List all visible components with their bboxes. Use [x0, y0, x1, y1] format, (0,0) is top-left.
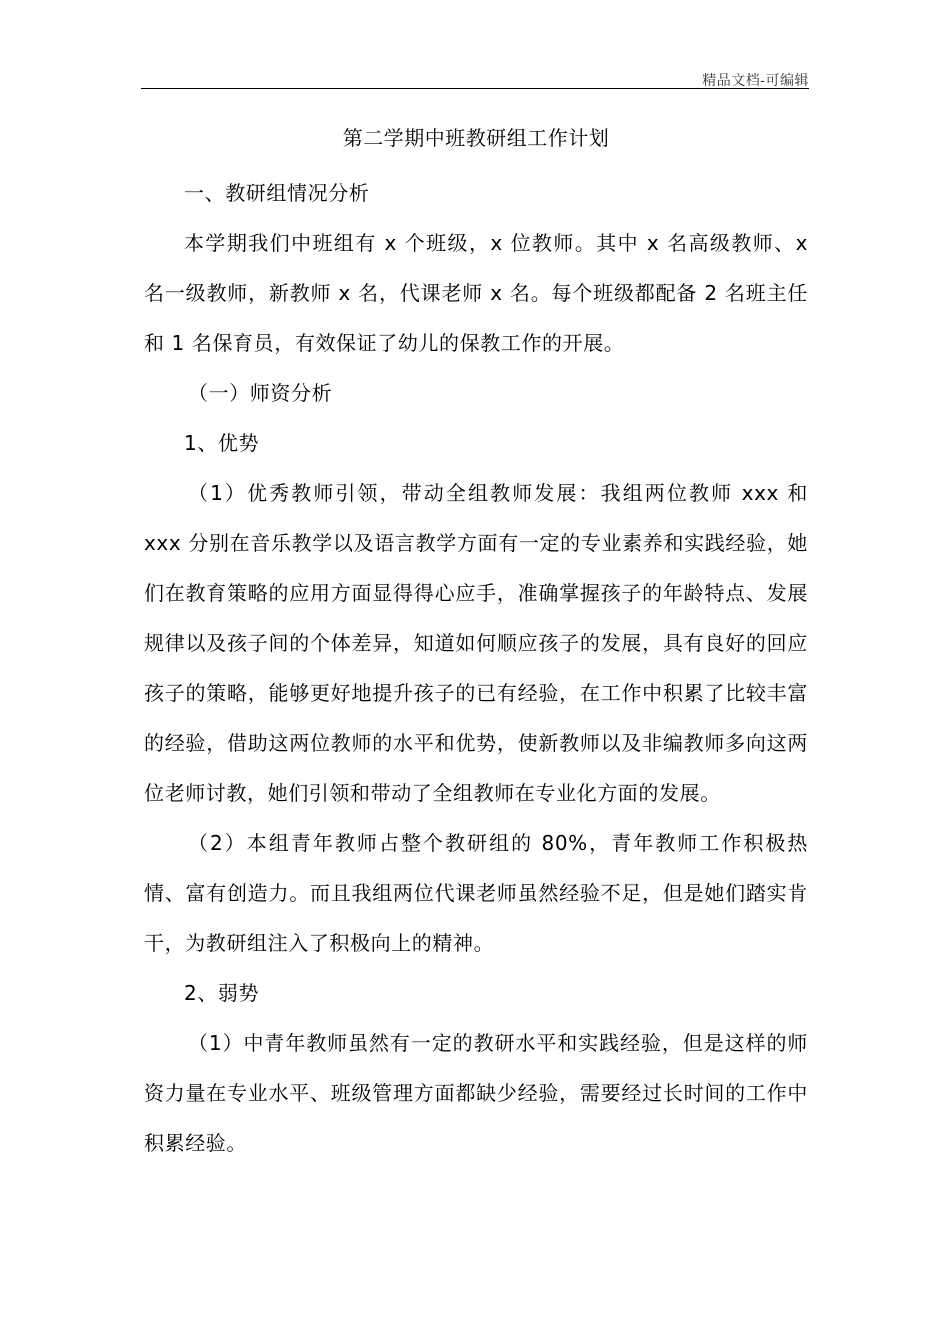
document-body — [144, 118, 808, 1168]
subsection-heading-teachers: （一）师资分析 — [188, 381, 333, 405]
paragraph-overview: 本学期我们中班组有 x 个班级，x 位教师。其中 x 名高级教师、x 名一级教师，新教师 x 名，代课老师 x 名。每个班级都配备 2 名班主任和 1 名保育员，有效保证了幼儿的保教工作的开展。 — [144, 231, 808, 355]
header-rule — [141, 88, 809, 89]
header-label: 精品文档-可编辑 — [702, 73, 809, 89]
paragraph-weakness-1: （1）中青年教师虽然有一定的教研水平和实践经验，但是这样的师资力量在专业水平、班级管理方面都缺少经验，需要经过长时间的工作中积累经验。 — [144, 1031, 808, 1155]
paragraph-strength-1: （1）优秀教师引领，带动全组教师发展：我组两位教师 xxx 和 xxx 分别在音乐教学以及语言教学方面有一定的专业素养和实践经验，她们在教育策略的应用方面显得得心应手，准确掌握孩子的年龄特点、发展规律以及孩子间的个体差异，知道如何顺应孩子的发展，具有良好的回应孩子的策略，能够更好地提升孩子的已有经验，在工作中积累了比较丰富的经验，借助这两位教师的水平和优势，使新教师以及非编教师多向这两位老师讨教，她们引领和带动了全组教师在专业化方面的发展。 — [144, 481, 808, 805]
section-heading-analysis: 一、教研组情况分析 — [184, 181, 370, 205]
subheading-strengths: 1、优势 — [184, 431, 260, 455]
document-title: 第二学期中班教研组工作计划 — [342, 126, 610, 150]
subheading-weaknesses: 2、弱势 — [184, 981, 260, 1005]
paragraph-strength-2: （2）本组青年教师占整个教研组的 80%，青年教师工作积极热情、富有创造力。而且我组两位代课老师虽然经验不足，但是她们踏实肯干，为教研组注入了积极向上的精神。 — [144, 831, 808, 955]
